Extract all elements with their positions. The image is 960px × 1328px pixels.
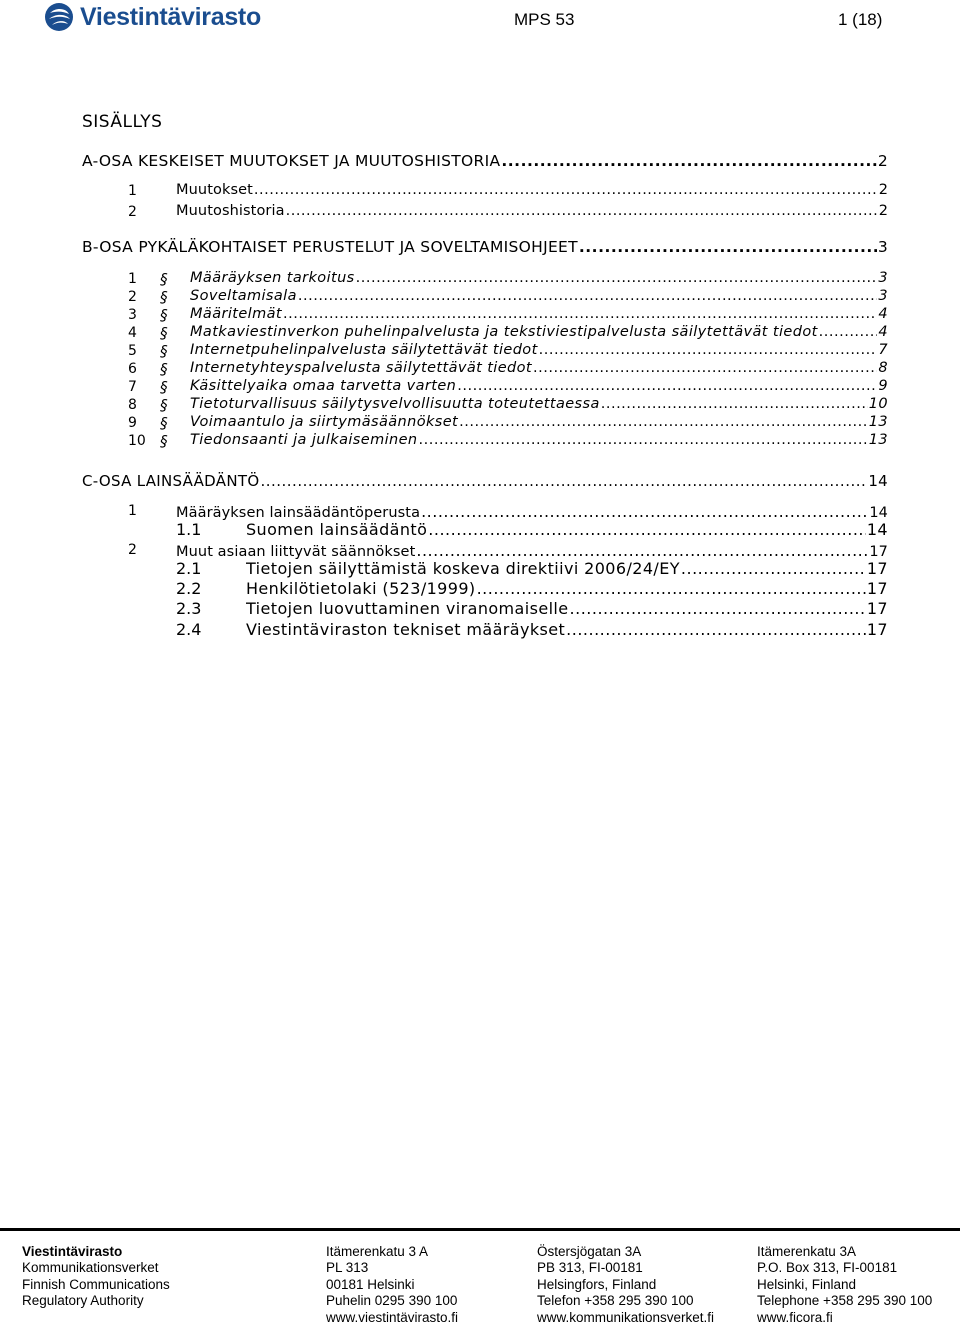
- toc-entry-label: Viestintäviraston tekniset määräykset: [246, 620, 566, 639]
- section-symbol: §: [160, 306, 168, 324]
- footer-col-finnish: [326, 1244, 458, 1326]
- toc-page-number: 3: [878, 288, 888, 304]
- toc-page-number: 2: [877, 152, 888, 170]
- toc-entry-label: Käsittelyaika omaa tarvetta varten: [190, 378, 457, 394]
- footer-line: PB 313, FI-00181: [537, 1260, 643, 1276]
- toc-entry-number: 2.2: [176, 579, 202, 598]
- page-header: [0, 0, 960, 40]
- toc-entry-label: Määräyksen lainsäädäntöperusta: [176, 505, 421, 521]
- toc-page-number: 4: [878, 324, 888, 340]
- footer-link[interactable]: www.kommunikationsverket.fi: [537, 1309, 715, 1325]
- toc-page-number: 14: [866, 520, 888, 539]
- toc-entry-label: Internetyhteyspalvelusta säilytettävät tiedot: [190, 360, 533, 376]
- toc-entry-label: Määräyksen tarkoitus: [190, 270, 355, 286]
- toc-entry-b10[interactable]: [190, 432, 888, 448]
- toc-page-number: 17: [866, 620, 888, 639]
- document-id: MPS 53: [514, 10, 575, 29]
- toc-entry-b1[interactable]: [190, 270, 888, 286]
- toc-entry-label: Muutoshistoria: [176, 203, 285, 219]
- toc-entry-b3[interactable]: [190, 306, 888, 322]
- toc-entry-b8[interactable]: [190, 396, 888, 412]
- section-symbol: §: [160, 288, 168, 306]
- leader-dots: [459, 414, 868, 430]
- toc-entry-number: 2.4: [176, 620, 202, 639]
- toc-entry-b9[interactable]: [190, 414, 888, 430]
- toc-page-number: 10: [868, 396, 888, 412]
- toc-entry-number: 2: [128, 542, 137, 558]
- toc-entry-a1[interactable]: [176, 182, 888, 198]
- toc-part-label: A-OSA KESKEISET MUUTOKSET JA MUUTOSHISTORIA: [82, 152, 501, 170]
- leader-dots: [533, 360, 877, 376]
- footer-line: PL 313: [326, 1260, 369, 1276]
- page-number: 1 (18): [838, 10, 883, 29]
- toc-entry-label: Tietojen luovuttaminen viranomaiselle: [246, 599, 569, 618]
- leader-dots: [819, 324, 878, 340]
- toc-page-number: 13: [868, 432, 888, 448]
- logo-swirl-icon: [44, 2, 74, 32]
- toc-part-label: C-OSA LAINSÄÄDÄNTÖ: [82, 472, 260, 490]
- section-symbol: §: [160, 360, 168, 378]
- page-footer: [0, 1228, 960, 1328]
- leader-dots: [566, 620, 866, 639]
- leader-dots: [681, 559, 866, 578]
- toc-entry-number: 2: [128, 289, 137, 305]
- footer-agency-name: Viestintävirasto: [22, 1244, 123, 1259]
- section-symbol: §: [160, 432, 168, 450]
- toc-entry-label: Määritelmät: [190, 306, 283, 322]
- leader-dots: [428, 520, 866, 539]
- toc-entry-c2[interactable]: [176, 541, 888, 560]
- toc-page-number: 14: [869, 505, 888, 521]
- toc-entry-number: 2.3: [176, 599, 202, 618]
- toc-part-b[interactable]: [82, 238, 888, 256]
- toc-entry-label: Voimaantulo ja siirtymäsäännökset: [190, 414, 459, 430]
- leader-dots: [539, 342, 878, 358]
- toc-part-label: B-OSA PYKÄLÄKOHTAISET PERUSTELUT JA SOVELTAMISOHJEET: [82, 238, 578, 256]
- footer-link[interactable]: www.viestintävirasto.fi: [326, 1309, 459, 1325]
- toc-entry-c1[interactable]: [176, 502, 888, 521]
- toc-entry-label: Suomen lainsäädäntö: [246, 520, 428, 539]
- toc-entry-b6[interactable]: [190, 360, 888, 376]
- toc-entry-number: 6: [128, 361, 137, 377]
- leader-dots: [298, 288, 877, 304]
- toc-title: SISÄLLYS: [82, 112, 163, 132]
- toc-entry-number: 4: [128, 325, 137, 341]
- toc-page-number: 17: [869, 544, 888, 560]
- toc-page-number: 17: [866, 579, 888, 598]
- toc-entry-number: 2: [128, 204, 137, 220]
- footer-line: Telephone +358 295 390 100: [757, 1293, 933, 1309]
- toc-entry-number: 1: [128, 271, 137, 287]
- toc-page-number: 13: [868, 414, 888, 430]
- toc-entry-number: 10: [128, 433, 146, 449]
- toc-page-number: 4: [878, 306, 888, 322]
- toc-entry-label: Internetpuhelinpalvelusta säilytettävät tiedot: [190, 342, 538, 358]
- toc-entry-number: 1.1: [176, 520, 202, 539]
- toc-entry-c2-2[interactable]: [246, 579, 888, 598]
- footer-line: Itämerenkatu 3 A: [326, 1244, 429, 1259]
- toc-page-number: 14: [868, 472, 888, 490]
- toc-entry-number: 1: [128, 503, 137, 519]
- footer-col-agency: [22, 1244, 170, 1310]
- toc-entry-c2-3[interactable]: [246, 599, 888, 618]
- toc-entry-number: 7: [128, 379, 137, 395]
- leader-dots: [501, 152, 876, 170]
- footer-link[interactable]: www.ficora.fi: [757, 1309, 833, 1325]
- toc-page-number: 9: [878, 378, 888, 394]
- toc-page-number: 2: [878, 182, 888, 198]
- toc-entry-label: Muutokset: [176, 182, 253, 198]
- toc-entry-a2[interactable]: [176, 203, 888, 219]
- leader-dots: [457, 378, 877, 394]
- footer-line: Finnish Communications: [22, 1276, 170, 1292]
- toc-part-a[interactable]: [82, 152, 888, 170]
- toc-entry-label: Tietoturvallisuus säilytysvelvollisuutta toteutettaessa: [190, 396, 600, 412]
- toc-entry-label: Henkilötietolaki (523/1999): [246, 579, 476, 598]
- agency-logo: [44, 2, 261, 32]
- toc-entry-number: 8: [128, 397, 137, 413]
- leader-dots: [601, 396, 868, 412]
- toc-entry-c1-1[interactable]: [246, 520, 888, 539]
- leader-dots: [254, 182, 878, 198]
- footer-line: Telefon +358 295 390 100: [537, 1293, 694, 1309]
- toc-entry-label: Muut asiaan liittyvät säännökset: [176, 544, 416, 560]
- toc-entry-label: Tiedonsaanti ja julkaiseminen: [190, 432, 418, 448]
- toc-page-number: 2: [878, 203, 888, 219]
- leader-dots: [421, 502, 868, 521]
- leader-dots: [570, 599, 866, 618]
- toc-entry-label: Matkaviestinverkon puhelinpalvelusta ja tekstiviestipalvelusta säilytettävät tiedot: [190, 324, 818, 340]
- toc-page-number: 3: [877, 238, 888, 256]
- toc-entry-b2[interactable]: [190, 288, 888, 304]
- section-symbol: §: [160, 270, 168, 288]
- leader-dots: [579, 238, 877, 256]
- footer-line: 00181 Helsinki: [326, 1276, 415, 1292]
- footer-line: P.O. Box 313, FI-00181: [757, 1260, 898, 1276]
- leader-dots: [419, 432, 868, 448]
- leader-dots: [286, 203, 878, 219]
- toc-page-number: 8: [878, 360, 888, 376]
- section-symbol: §: [160, 378, 168, 396]
- toc-entry-number: 2.1: [176, 559, 202, 578]
- logo-text: Viestintävirasto: [80, 2, 261, 31]
- section-symbol: §: [160, 342, 168, 360]
- section-symbol: §: [160, 396, 168, 414]
- toc-entry-number: 1: [128, 183, 137, 199]
- footer-line: Regulatory Authority: [22, 1293, 144, 1309]
- toc-page-number: 17: [866, 599, 888, 618]
- section-symbol: §: [160, 414, 168, 432]
- footer-line: Helsinki, Finland: [757, 1276, 857, 1292]
- footer-line: Puhelin 0295 390 100: [326, 1293, 458, 1309]
- toc-entry-b4[interactable]: [190, 324, 888, 340]
- toc-part-c[interactable]: [82, 472, 888, 490]
- toc-entry-number: 5: [128, 343, 137, 359]
- footer-rule: [0, 1228, 960, 1231]
- leader-dots: [260, 472, 867, 490]
- leader-dots: [356, 270, 878, 286]
- footer-col-english: [757, 1244, 932, 1326]
- toc-entry-b7[interactable]: [190, 378, 888, 394]
- toc-entry-c2-1[interactable]: [246, 559, 888, 578]
- section-symbol: §: [160, 324, 168, 342]
- footer-line: Helsingfors, Finland: [537, 1276, 657, 1292]
- toc-entry-number: 9: [128, 415, 137, 431]
- toc-entry-label: Soveltamisala: [190, 288, 297, 304]
- footer-line: Itämerenkatu 3A: [757, 1244, 857, 1259]
- toc-entry-c2-4[interactable]: [246, 620, 888, 639]
- toc-entry-b5[interactable]: [190, 342, 888, 358]
- toc-page-number: 3: [878, 270, 888, 286]
- toc-page-number: 7: [878, 342, 888, 358]
- footer-line: Kommunikationsverket: [22, 1260, 159, 1276]
- footer-line: Östersjögatan 3A: [537, 1244, 642, 1259]
- footer-col-swedish: [537, 1244, 714, 1326]
- toc-page-number: 17: [866, 559, 888, 578]
- leader-dots: [477, 579, 866, 598]
- toc-entry-number: 3: [128, 307, 137, 323]
- leader-dots: [283, 306, 877, 322]
- toc-entry-label: Tietojen säilyttämistä koskeva direktiivi 2006/24/EY: [246, 559, 680, 578]
- leader-dots: [416, 541, 868, 560]
